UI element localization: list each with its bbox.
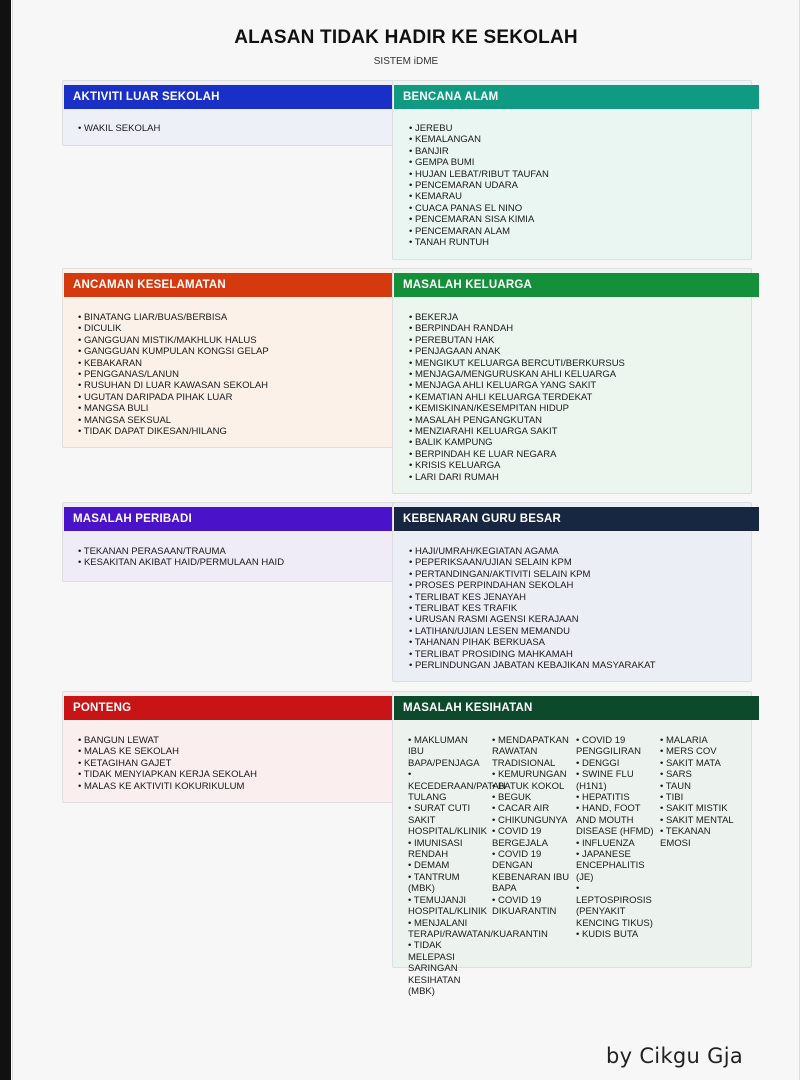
kesihatan-col-3 (576, 735, 654, 940)
list-item: • TAUN (660, 781, 740, 792)
list-item: • PENGGANAS/LANUN (78, 369, 269, 380)
peribadi-list (78, 546, 284, 569)
list-item: • KEMISKINAN/KESEMPITAN HIDUP (409, 403, 625, 414)
list-item: • COVID 19 PENGGILIRAN (576, 735, 654, 758)
list-item: • MENZIARAHI KELUARGA SAKIT (409, 426, 625, 437)
list-item: • DICULIK (78, 323, 269, 334)
list-item: • KRISIS KELUARGA (409, 460, 625, 471)
peribadi-header (64, 507, 394, 531)
peribadi-title: MASALAH PERIBADI (73, 513, 192, 525)
list-item: • PERTANDINGAN/AKTIVITI SELAIN KPM (409, 569, 656, 580)
list-item: • MALAS KE AKTIVITI KOKURIKULUM (78, 781, 257, 792)
list-item: • MENDAPATKAN RAWATAN TRADISIONAL (492, 735, 570, 769)
ponteng-header (64, 696, 394, 720)
list-item: • PENJAGAAN ANAK (409, 346, 625, 357)
list-item: • MAKLUMAN IBU BAPA/PENJAGA (408, 735, 486, 769)
list-item: • PENCEMARAN ALAM (409, 226, 549, 237)
list-item: • TIDAK DAPAT DIKESAN/HILANG (78, 426, 269, 437)
list-item: • SARS (660, 769, 740, 780)
aktiviti-list (78, 123, 160, 134)
list-item: • SURAT CUTI SAKIT HOSPITAL/KLINIK (408, 803, 486, 837)
list-item: • BANJIR (409, 146, 549, 157)
page-title: ALASAN TIDAK HADIR KE SEKOLAH (234, 27, 578, 48)
list-item: • TAHANAN PIHAK BERKUASA (409, 637, 656, 648)
bencana-list (409, 123, 549, 248)
list-item: • BINATANG LIAR/BUAS/BERBISA (78, 312, 269, 323)
page-subtitle: SISTEM iDME (373, 56, 439, 67)
list-item: • HAJI/UMRAH/KEGIATAN AGAMA (409, 546, 656, 557)
list-item: • IMUNISASI RENDAH (408, 838, 486, 861)
list-item: • INFLUENZA (576, 838, 654, 849)
author-credit: by Cikgu Gja (606, 1044, 743, 1068)
list-item: • COVID 19 DIKUARANTIN (492, 895, 570, 918)
list-item: • COVID 19 DENGAN KEBENARAN IBU BAPA (492, 849, 570, 895)
list-item: • BEGUK (492, 792, 570, 803)
aktiviti-title: AKTIVITI LUAR SEKOLAH (73, 91, 220, 103)
list-item: • TANAH RUNTUH (409, 237, 549, 248)
list-item: • KEMALANGAN (409, 134, 549, 145)
list-item: • TIDAK MENYIAPKAN KERJA SEKOLAH (78, 769, 257, 780)
list-item: • SWINE FLU (H1N1) (576, 769, 654, 792)
ponteng-list (78, 735, 257, 792)
list-item: • GANGGUAN KUMPULAN KONGSI GELAP (78, 346, 269, 357)
list-item: • MASALAH PENGANGKUTAN (409, 415, 625, 426)
ancaman-header (64, 273, 394, 297)
list-item: • JAPANESE ENCEPHALITIS (JE) (576, 849, 654, 883)
list-item: • LEPTOSPIROSIS (PENYAKIT KENCING TIKUS) (576, 883, 654, 929)
list-item: • MALAS KE SEKOLAH (78, 746, 257, 757)
list-item: • CHIKUNGUNYA (492, 815, 570, 826)
list-item: • KESAKITAN AKIBAT HAID/PERMULAAN HAID (78, 557, 284, 568)
list-item: • TIBI (660, 792, 740, 803)
list-item: • KEMATIAN AHLI KELUARGA TERDEKAT (409, 392, 625, 403)
list-item: • SAKIT MENTAL (660, 815, 740, 826)
list-item: • TANTRUM (MBK) (408, 872, 486, 895)
left-edge-bar (0, 0, 11, 1080)
list-item: • HAND, FOOT AND MOUTH DISEASE (HFMD) (576, 803, 654, 837)
aktiviti-header (64, 85, 394, 109)
bencana-title: BENCANA ALAM (403, 91, 499, 103)
list-item: • MENGIKUT KELUARGA BERCUTI/BERKURSUS (409, 358, 625, 369)
list-item: • MANGSA SEKSUAL (78, 415, 269, 426)
list-item: • PENCEMARAN SISA KIMIA (409, 214, 549, 225)
list-item: • KETAGIHAN GAJET (78, 758, 257, 769)
list-item: • TERLIBAT KES TRAFIK (409, 603, 656, 614)
list-item: • LATIHAN/UJIAN LESEN MEMANDU (409, 626, 656, 637)
kesihatan-title: MASALAH KESIHATAN (403, 702, 533, 714)
list-item: • RUSUHAN DI LUAR KAWASAN SEKOLAH (78, 380, 269, 391)
list-item: • MALARIA (660, 735, 740, 746)
list-item: • CACAR AIR (492, 803, 570, 814)
kesihatan-header (394, 696, 759, 720)
list-item: • BERPINDAH KE LUAR NEGARA (409, 449, 625, 460)
keluarga-title: MASALAH KELUARGA (403, 279, 533, 291)
list-item: • BERPINDAH RANDAH (409, 323, 625, 334)
list-item: • KEBAKARAN (78, 358, 269, 369)
kebenaran-title: KEBENARAN GURU BESAR (403, 513, 561, 525)
list-item: • TEMUJANJI HOSPITAL/KLINIK (408, 895, 486, 918)
list-item: • SAKIT MATA (660, 758, 740, 769)
list-item: • TERLIBAT KES JENAYAH (409, 592, 656, 603)
list-item: • HUJAN LEBAT/RIBUT TAUFAN (409, 169, 549, 180)
list-item: • PENCEMARAN UDARA (409, 180, 549, 191)
list-item: • CUACA PANAS EL NINO (409, 203, 549, 214)
list-item: • KUDIS BUTA (576, 929, 654, 940)
list-item: • PEPERIKSAAN/UJIAN SELAIN KPM (409, 557, 656, 568)
list-item: • MENJALANI TERAPI/RAWATAN/KUARANTIN (408, 918, 486, 941)
list-item: • MERS COV (660, 746, 740, 757)
list-item: • KECEDERAAN/PATAH TULANG (408, 769, 486, 803)
list-item: • SAKIT MISTIK (660, 803, 740, 814)
kesihatan-col-2 (492, 735, 570, 918)
kebenaran-list (409, 546, 656, 671)
list-item: • MANGSA BULI (78, 403, 269, 414)
list-item: • TERLIBAT PROSIDING MAHKAMAH (409, 649, 656, 660)
list-item: • UGUTAN DARIPADA PIHAK LUAR (78, 392, 269, 403)
list-item: • PERLINDUNGAN JABATAN KEBAJIKAN MASYARAKAT (409, 660, 656, 671)
list-item: • TEKANAN PERASAAN/TRAUMA (78, 546, 284, 557)
list-item: • TIDAK MELEPASI SARINGAN KESIHATAN (MBK) (408, 940, 486, 997)
list-item: • COVID 19 BERGEJALA (492, 826, 570, 849)
keluarga-header (394, 273, 759, 297)
list-item: • PROSES PERPINDAHAN SEKOLAH (409, 580, 656, 591)
list-item: • BANGUN LEWAT (78, 735, 257, 746)
kesihatan-col-4 (660, 735, 740, 849)
list-item: • GEMPA BUMI (409, 157, 549, 168)
list-item: • KEMARAU (409, 191, 549, 202)
list-item: • JEREBU (409, 123, 549, 134)
list-item: • URUSAN RASMI AGENSI KERAJAAN (409, 614, 656, 625)
list-item: • BATUK KOKOL (492, 781, 570, 792)
ancaman-list (78, 312, 269, 437)
list-item: • GANGGUAN MISTIK/MAKHLUK HALUS (78, 335, 269, 346)
kebenaran-header (394, 507, 759, 531)
list-item: • DEMAM (408, 860, 486, 871)
ponteng-title: PONTENG (73, 702, 132, 714)
bencana-header (394, 85, 759, 109)
ancaman-title: ANCAMAN KESELAMATAN (73, 279, 226, 291)
list-item: • BEKERJA (409, 312, 625, 323)
list-item: • MENJAGA AHLI KELUARGA YANG SAKIT (409, 380, 625, 391)
list-item: • LARI DARI RUMAH (409, 472, 625, 483)
list-item: • WAKIL SEKOLAH (78, 123, 160, 134)
list-item: • PEREBUTAN HAK (409, 335, 625, 346)
list-item: • BALIK KAMPUNG (409, 437, 625, 448)
list-item: • TEKANAN EMOSI (660, 826, 740, 849)
keluarga-list (409, 312, 625, 483)
list-item: • KEMURUNGAN (492, 769, 570, 780)
document-page (12, 0, 800, 1080)
list-item: • HEPATITIS (576, 792, 654, 803)
list-item: • MENJAGA/MENGURUSKAN AHLI KELUARGA (409, 369, 625, 380)
list-item: • DENGGI (576, 758, 654, 769)
